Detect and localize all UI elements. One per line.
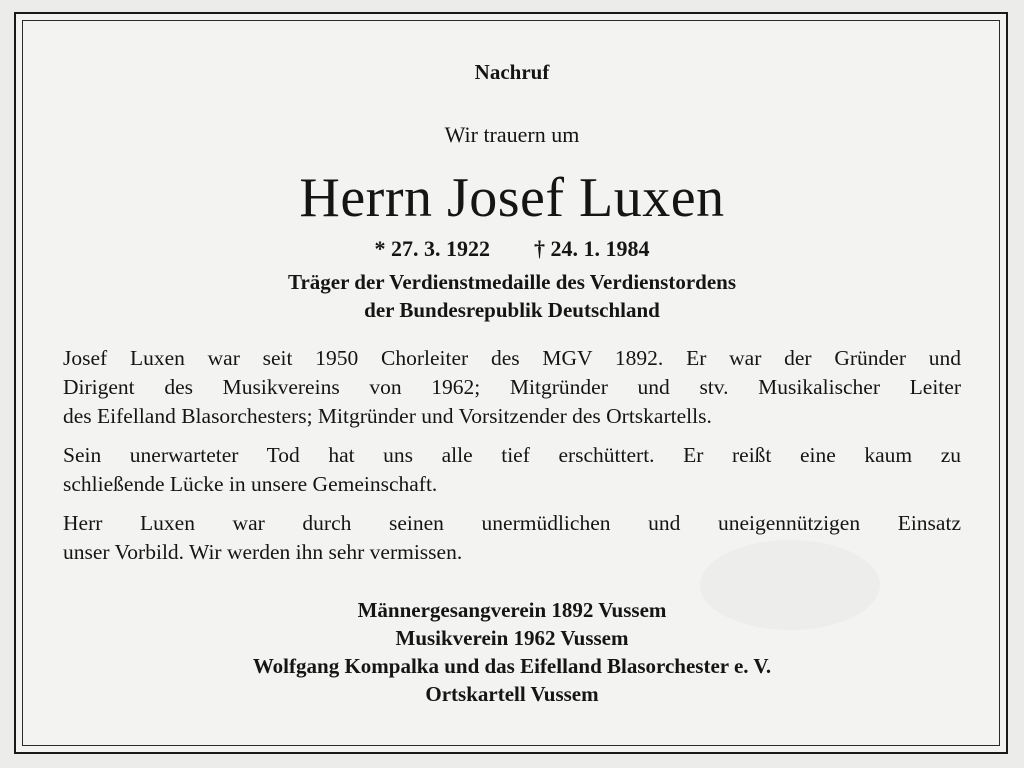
paragraph-line: Herr Luxen war durch seinen unermüdlichen und uneigennützigen Einsatz <box>63 511 961 535</box>
life-dates <box>0 236 1024 262</box>
signatory: Wolfgang Kompalka und das Eifelland Blasorchester e. V. <box>252 654 772 678</box>
intro-text: Wir trauern um <box>444 122 580 147</box>
paragraph-line: Sein unerwarteter Tod hat uns alle tief erschüttert. Er reißt eine kaum zu <box>63 443 961 467</box>
birth-date: * 27. 3. 1922 <box>374 236 490 261</box>
paragraph-line: Josef Luxen war seit 1950 Chorleiter des MGV 1892. Er war der Gründer und <box>63 346 961 370</box>
paragraph-line: Dirigent des Musikvereins von 1962; Mitgründer und stv. Musikalischer Leiter <box>63 375 961 399</box>
paragraph-tribute <box>63 509 961 567</box>
paragraph-condolence <box>63 441 961 499</box>
signatory: Ortskartell Vussem <box>425 682 599 706</box>
honor-line-1: Träger der Verdienstmedaille des Verdienstordens <box>288 270 736 294</box>
paragraph-biography <box>63 344 961 431</box>
paragraph-line: unser Vorbild. Wir werden ihn sehr vermissen. <box>63 540 463 564</box>
notice-heading: Nachruf <box>474 60 550 84</box>
death-date: † 24. 1. 1984 <box>534 236 650 261</box>
paragraph-line: schließende Lücke in unsere Gemeinschaft. <box>63 472 438 496</box>
signatory: Musikverein 1962 Vussem <box>395 626 629 650</box>
honor-line-2: der Bundesrepublik Deutschland <box>364 298 660 322</box>
deceased-name: Herrn Josef Luxen <box>299 167 725 229</box>
signatory: Männergesangverein 1892 Vussem <box>357 598 667 622</box>
paragraph-line: des Eifelland Blasorchesters; Mitgründer und Vorsitzender des Ortskartells. <box>63 404 712 428</box>
